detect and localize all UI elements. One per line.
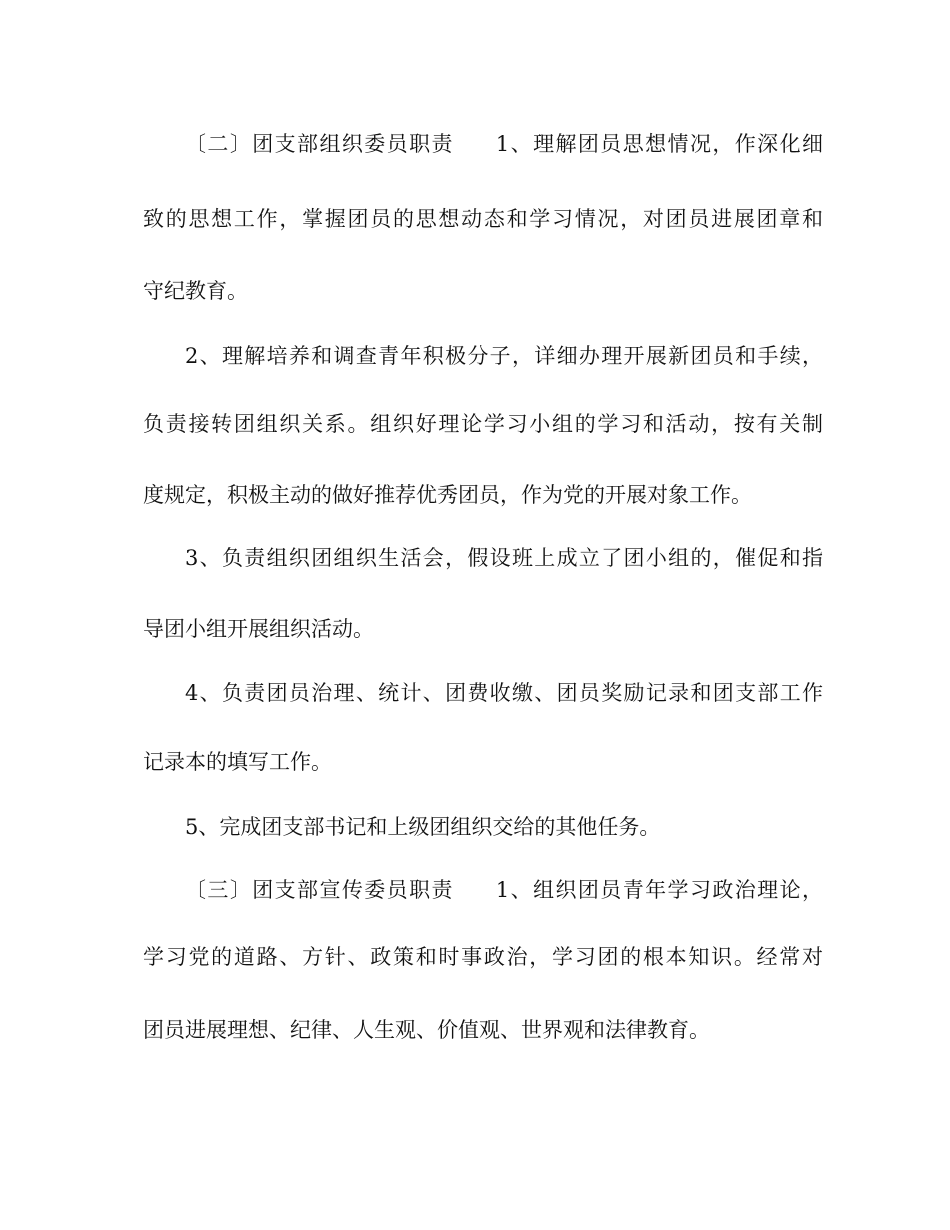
paragraph-line: 5、完成团支部书记和上级团组织交给的其他任务。 xyxy=(185,815,661,839)
section3-item1-lead: 1、组织团员青年学习政治理论， xyxy=(495,878,823,902)
paragraph-line xyxy=(185,873,823,907)
paragraph-line: 度规定，积极主动的做好推荐优秀团员，作为党的开展对象工作。 xyxy=(143,483,752,507)
paragraph-line: 团员进展理想、纪律、人生观、价值观、世界观和法律教育。 xyxy=(143,1018,710,1042)
section2-item1-lead: 1、理解团员思想情况，作深化细 xyxy=(495,132,823,156)
paragraph-line: 守纪教育。 xyxy=(143,279,248,303)
paragraph-line: 负责接转团组织关系。组织好理论学习小组的学习和活动，按有关制 xyxy=(143,412,823,436)
section3-heading: 〔三〕团支部宣传委员职责 xyxy=(185,878,454,902)
paragraph-line: 2、理解培养和调查青年积极分子，详细办理开展新团员和手续， xyxy=(185,344,823,368)
paragraph-line: 致的思想工作，掌握团员的思想动态和学习情况，对团员进展团章和 xyxy=(143,207,823,231)
paragraph-line: 学习党的道路、方针、政策和时事政治，学习团的根本知识。经常对 xyxy=(143,945,823,969)
paragraph-line: 导团小组开展组织活动。 xyxy=(143,617,374,641)
section2-heading: 〔二〕团支部组织委员职责 xyxy=(185,132,454,156)
paragraph-line: 记录本的填写工作。 xyxy=(143,750,332,774)
paragraph-line: 4、负责团员治理、统计、团费收缴、团员奖励记录和团支部工作 xyxy=(185,681,823,705)
paragraph-line: 3、负责组织团组织生活会，假设班上成立了团小组的，催促和指 xyxy=(185,546,823,570)
paragraph-line xyxy=(185,127,823,161)
